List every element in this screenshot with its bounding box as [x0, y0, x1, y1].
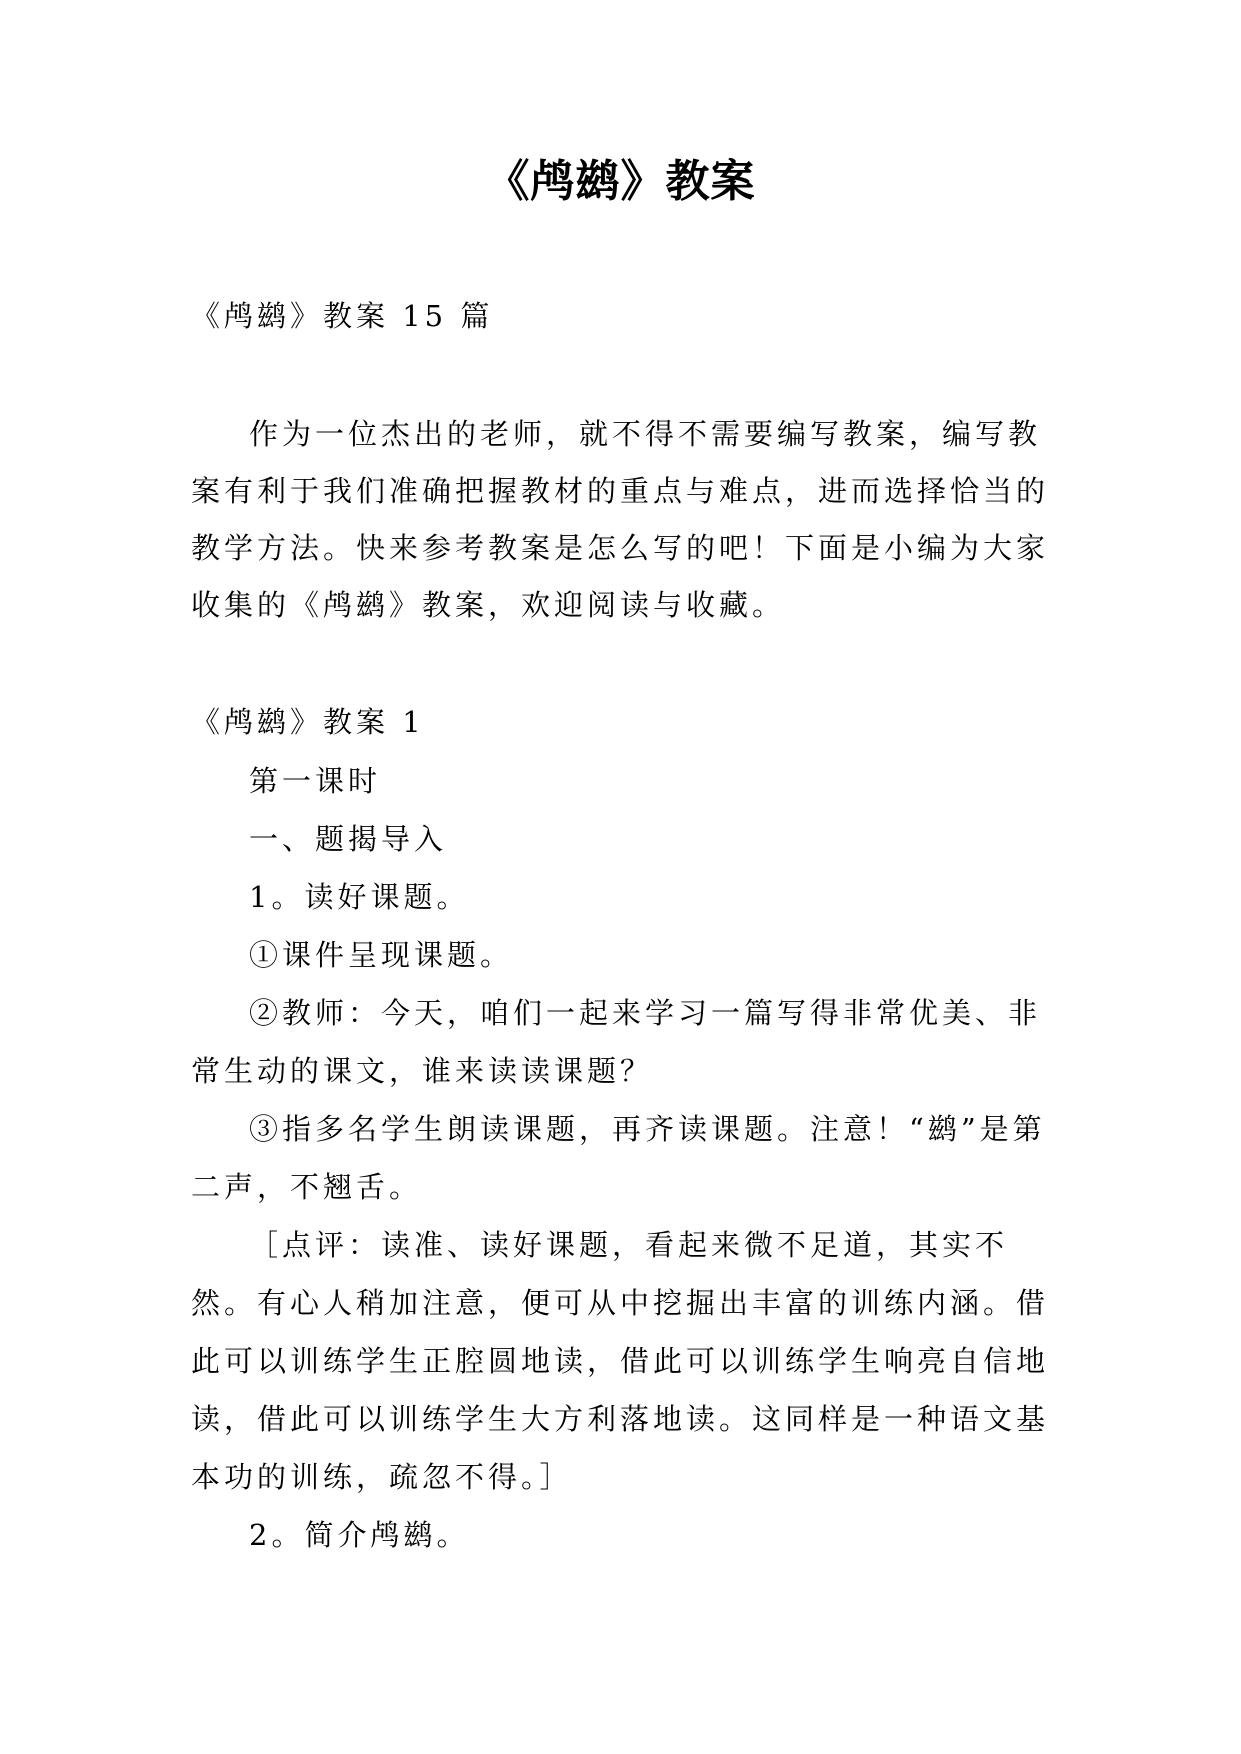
paragraph-show-title: ①课件呈现课题。: [249, 938, 514, 972]
paragraph-commentary: ［点评：读准、读好课题，看起来微不足道，其实不然。有心人稍加注意，便可从中挖掘出丰富的训练内涵。借此可以训练学生正腔圆地读，借此可以训练学生响亮自信地读，借此可以训练学生大方利落地读。这同样是一种语文基本功的训练，疏忽不得。］: [191, 1228, 1050, 1494]
paragraph-intro-step: 一、题揭导入: [249, 822, 448, 856]
document-subtitle: 《鸬鹚》教案 15 篇: [191, 299, 494, 333]
paragraph-cormorant-intro: 2。简介鸬鹚。: [249, 1518, 470, 1552]
document-title: 《鸬鹚》教案: [485, 156, 756, 207]
paragraph-teacher-speech: ②教师：今天，咱们一起来学习一篇写得非常优美、非常生动的课文，谁来读读课题？: [191, 996, 1042, 1088]
lesson-content: [191, 752, 1071, 1564]
paragraph-student-reading: ③指多名学生朗读课题，再齐读课题。注意！“鹚”是第二声，不翘舌。: [191, 1112, 1046, 1204]
intro-section: [191, 406, 1071, 634]
paragraph-lesson-period: 第一课时: [249, 764, 382, 798]
intro-paragraph: 作为一位杰出的老师，就不得不需要编写教案，编写教案有利于我们准确把握教材的重点与难点，进而选择恰当的教学方法。快来参考教案是怎么写的吧！下面是小编为大家收集的《鸬鹚》教案，欢迎阅读与收藏。: [191, 417, 1050, 622]
paragraph-read-title: 1。读好课题。: [249, 880, 470, 914]
section-heading: 《鸬鹚》教案 1: [191, 705, 425, 739]
